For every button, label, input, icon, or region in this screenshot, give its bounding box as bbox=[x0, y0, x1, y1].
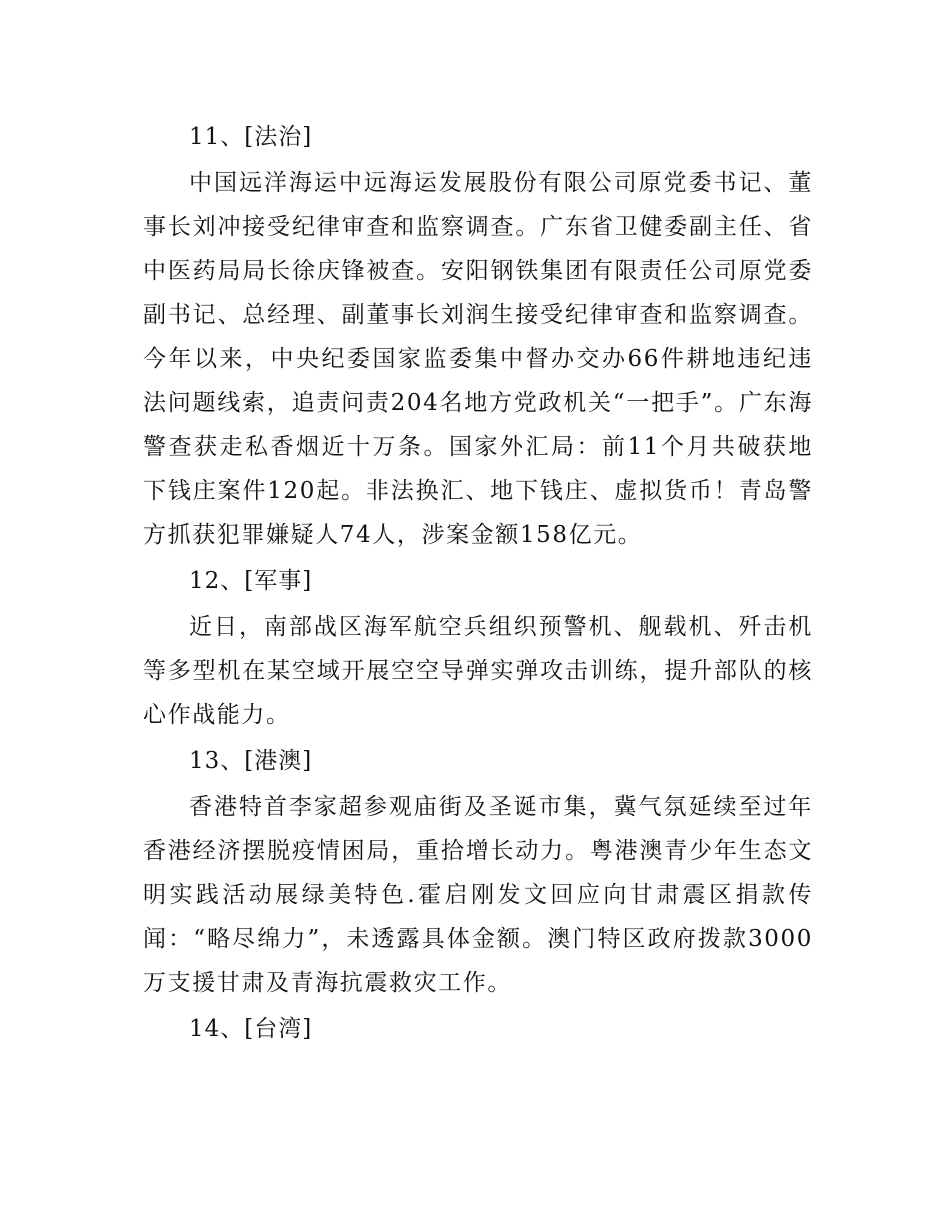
section-paragraph: 中国远洋海运中远海运发展股份有限公司原党委书记、董事长刘冲接受纪律审查和监察调查。广东省卫健委副主任、省中医药局局长徐庆锋被查。安阳钢铁集团有限责任公司原党委副书记、总经理、副董事长刘润生接受纪律审查和监察调查。今年以来，中央纪委国家监委集中督办交办66件耕地违纪违法问题线索，追责问责204名地方党政机关“一把手”。广东海警查获走私香烟近十万条。国家外汇局：前11个月共破获地下钱庄案件120起。非法换汇、地下钱庄、虚拟货币！青岛警方抓获犯罪嫌疑人74人，涉案金额158亿元。 bbox=[143, 170, 813, 548]
section-hk-macao bbox=[143, 739, 813, 1005]
section-heading: 11、[法治] bbox=[189, 124, 313, 150]
section-law bbox=[143, 115, 813, 557]
section-heading: 12、[军事] bbox=[189, 568, 313, 594]
section-heading: 13、[港澳] bbox=[189, 748, 313, 774]
section-paragraph: 香港特首李家超参观庙街及圣诞市集，冀气氛延续至过年香港经济摆脱疫情困局，重拾增长动力。粤港澳青少年生态文明实践活动展绿美特色.霍启刚发文回应向甘肃震区捐款传闻：“略尽绵力”，未透露具体金额。澳门特区政府拨款3000万支援甘肃及青海抗震救灾工作。 bbox=[143, 794, 813, 996]
section-taiwan bbox=[143, 1007, 813, 1051]
document-body bbox=[143, 115, 813, 1053]
section-heading: 14、[台湾] bbox=[189, 1016, 313, 1042]
section-paragraph: 近日，南部战区海军航空兵组织预警机、舰载机、歼击机等多型机在某空域开展空空导弹实弹攻击训练，提升部队的核心作战能力。 bbox=[143, 614, 813, 728]
section-military bbox=[143, 559, 813, 737]
